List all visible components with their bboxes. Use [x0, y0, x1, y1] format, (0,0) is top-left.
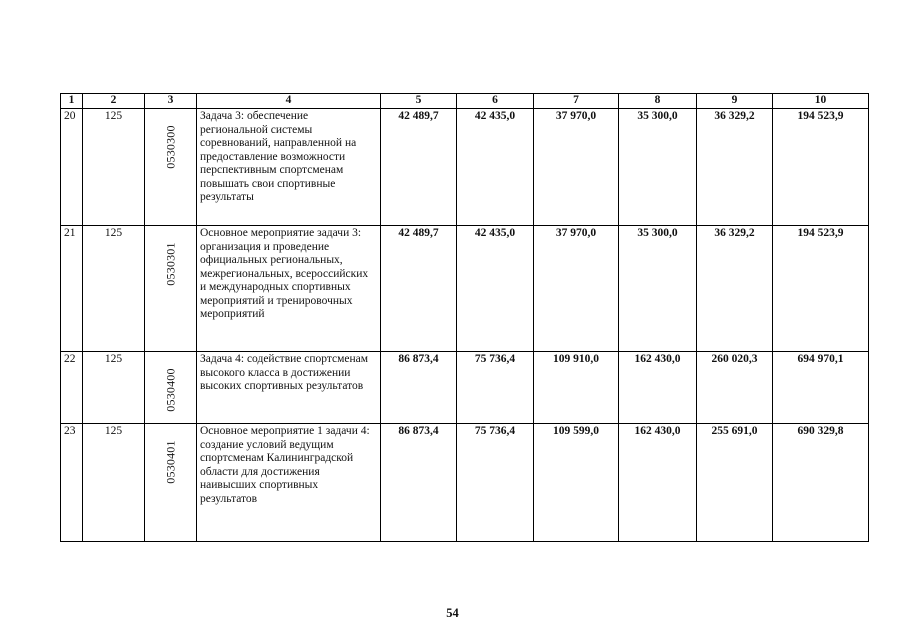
row-number: 23 [61, 424, 83, 542]
row-number: 21 [61, 226, 83, 352]
value-cell: 42 435,0 [457, 226, 534, 352]
code-cell [145, 226, 197, 352]
code-cell [145, 109, 197, 226]
value-cell: 109 910,0 [534, 352, 619, 424]
cell-col2: 125 [83, 109, 145, 226]
table-row [61, 226, 869, 352]
description-cell: Основное мероприятие задачи 3: организация и проведение официальных региональных, межрегиональных, всероссийских и международных спортивных мероприятий и тренировочных мероприятий [197, 226, 381, 352]
header-cell-8: 8 [619, 94, 697, 109]
value-cell: 37 970,0 [534, 109, 619, 226]
cell-col2: 125 [83, 226, 145, 352]
code-cell [145, 424, 197, 542]
value-cell: 37 970,0 [534, 226, 619, 352]
cell-col2: 125 [83, 352, 145, 424]
header-cell-5: 5 [381, 94, 457, 109]
value-cell: 255 691,0 [697, 424, 773, 542]
header-cell-10: 10 [773, 94, 869, 109]
code-cell [145, 352, 197, 424]
header-row [61, 94, 869, 109]
code-text: 0530401 [162, 440, 177, 484]
value-cell: 690 329,8 [773, 424, 869, 542]
value-cell: 42 489,7 [381, 109, 457, 226]
value-cell: 162 430,0 [619, 352, 697, 424]
row-number: 20 [61, 109, 83, 226]
row-number: 22 [61, 352, 83, 424]
header-cell-2: 2 [83, 94, 145, 109]
value-cell: 42 435,0 [457, 109, 534, 226]
code-text: 0530400 [162, 368, 177, 412]
value-cell: 35 300,0 [619, 109, 697, 226]
header-cell-4: 4 [197, 94, 381, 109]
header-cell-6: 6 [457, 94, 534, 109]
value-cell: 194 523,9 [773, 226, 869, 352]
code-text: 0530301 [162, 242, 177, 286]
header-cell-9: 9 [697, 94, 773, 109]
value-cell: 86 873,4 [381, 352, 457, 424]
value-cell: 109 599,0 [534, 424, 619, 542]
value-cell: 42 489,7 [381, 226, 457, 352]
table-row [61, 424, 869, 542]
code-text: 0530300 [162, 125, 177, 169]
value-cell: 260 020,3 [697, 352, 773, 424]
value-cell: 194 523,9 [773, 109, 869, 226]
value-cell: 694 970,1 [773, 352, 869, 424]
header-cell-7: 7 [534, 94, 619, 109]
value-cell: 36 329,2 [697, 109, 773, 226]
budget-table [60, 93, 869, 542]
value-cell: 36 329,2 [697, 226, 773, 352]
description-cell: Задача 3: обеспечение региональной системы соревнований, направленной на предоставление возможности перспективным спортсменам повышать свои спортивные результаты [197, 109, 381, 226]
cell-col2: 125 [83, 424, 145, 542]
table-row [61, 352, 869, 424]
header-cell-3: 3 [145, 94, 197, 109]
description-cell: Основное мероприятие 1 задачи 4: создание условий ведущим спортсменам Калининградской области для достижения наивысших спортивных результатов [197, 424, 381, 542]
value-cell: 75 736,4 [457, 424, 534, 542]
value-cell: 86 873,4 [381, 424, 457, 542]
header-cell-1: 1 [61, 94, 83, 109]
value-cell: 35 300,0 [619, 226, 697, 352]
description-cell: Задача 4: содействие спортсменам высокого класса в достижении высоких спортивных результатов [197, 352, 381, 424]
table-row [61, 109, 869, 226]
page-number: 54 [446, 606, 459, 620]
value-cell: 162 430,0 [619, 424, 697, 542]
value-cell: 75 736,4 [457, 352, 534, 424]
